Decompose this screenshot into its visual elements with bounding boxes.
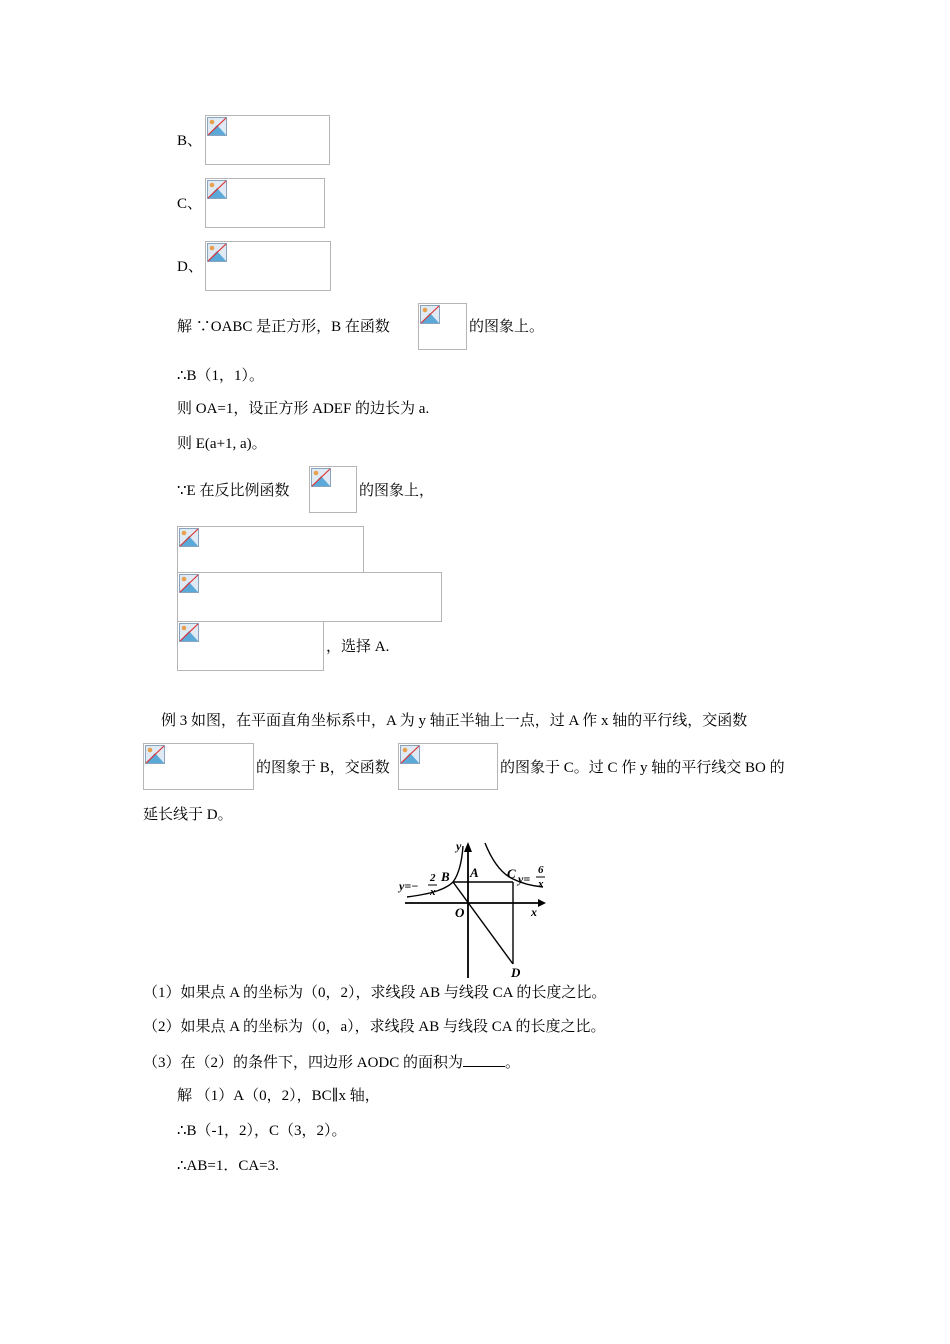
label-c: C (507, 866, 516, 881)
segment-bd (453, 882, 513, 964)
solution-line-3: 则 OA=1，设正方形 ADEF 的边长为 a. (177, 401, 430, 417)
label-x-axis: x (531, 905, 537, 919)
question-1: （1）如果点 A 的坐标为（0，2），求线段 AB 与线段 CA 的长度之比。 (143, 985, 607, 1001)
question-3 (143, 1052, 520, 1073)
label-o: O (455, 905, 465, 920)
coordinate-figure (395, 838, 555, 980)
option-c-label: C、 (177, 196, 203, 212)
broken-image-icon (207, 180, 227, 199)
label-left-func-den: x (430, 886, 436, 898)
function-image (418, 303, 467, 350)
label-right-func-y: y= (518, 872, 531, 886)
answer-line-3: ∴AB=1．CA=3. (177, 1158, 279, 1174)
label-y-axis: y (456, 839, 462, 853)
broken-image-icon (179, 574, 199, 593)
example3-line-2-mid: 的图象于 B，交函数 (256, 760, 390, 776)
label-b: B (441, 869, 450, 884)
equation-image-2 (177, 572, 442, 622)
option-d-label: D、 (177, 259, 203, 275)
label-d: D (511, 965, 521, 980)
solution-line-5-post: 的图象上， (359, 483, 435, 499)
equation-image-3 (177, 621, 324, 671)
question-3-text: （3）在（2）的条件下，四边形 AODC 的面积为 (143, 1055, 464, 1071)
answer-line-2: ∴B（-1，2），C（3，2）。 (177, 1123, 347, 1139)
broken-image-icon (179, 623, 199, 642)
broken-image-icon (400, 745, 420, 764)
label-right-func-num: 6 (538, 864, 544, 876)
equation-image-1 (177, 526, 364, 573)
broken-image-icon (145, 745, 165, 764)
answer-blank (463, 1052, 505, 1067)
broken-image-icon (207, 243, 227, 262)
answer-line-1: 解 （1）A（0，2），BC∥x 轴， (177, 1088, 380, 1104)
inverse-function-image (309, 466, 357, 513)
y-axis-arrow (464, 842, 472, 852)
label-right-func-den: x (538, 878, 544, 890)
label-left-func-num: 2 (430, 872, 436, 884)
example3-line-1: 例 3 如图，在平面直角坐标系中，A 为 y 轴正半轴上一点，过 A 作 x 轴的平行线，交函数 (161, 713, 748, 729)
option-b-label: B、 (177, 133, 203, 149)
example3-function-image-1 (143, 743, 254, 790)
option-c-image (205, 178, 325, 228)
solution-line-2: ∴B（1，1）。 (177, 368, 265, 384)
label-a: A (470, 865, 479, 880)
solution-line-1-pre: 解 ∵OABC 是正方形，B 在函数 (177, 319, 390, 335)
solution-line-1-post: 的图象上。 (469, 319, 545, 335)
example3-function-image-2 (398, 743, 498, 790)
solution-line-6-post: ，选择 A. (326, 639, 390, 655)
solution-line-4: 则 E(a+1, a)。 (177, 436, 267, 452)
option-d-image (205, 241, 331, 291)
option-b-image (205, 115, 330, 165)
broken-image-icon (311, 468, 331, 487)
broken-image-icon (420, 305, 440, 324)
question-2: （2）如果点 A 的坐标为（0，a），求线段 AB 与线段 CA 的长度之比。 (143, 1019, 606, 1035)
example3-line-3: 延长线于 D。 (143, 807, 233, 823)
label-left-func-y: y=− (399, 879, 419, 893)
example3-line-2-post: 的图象于 C。过 C 作 y 轴的平行线交 BO 的 (500, 760, 785, 776)
broken-image-icon (207, 117, 227, 136)
question-3-end: 。 (505, 1055, 521, 1071)
x-axis-arrow (538, 899, 546, 907)
solution-line-5-pre: ∵E 在反比例函数 (177, 483, 290, 499)
broken-image-icon (179, 528, 199, 547)
